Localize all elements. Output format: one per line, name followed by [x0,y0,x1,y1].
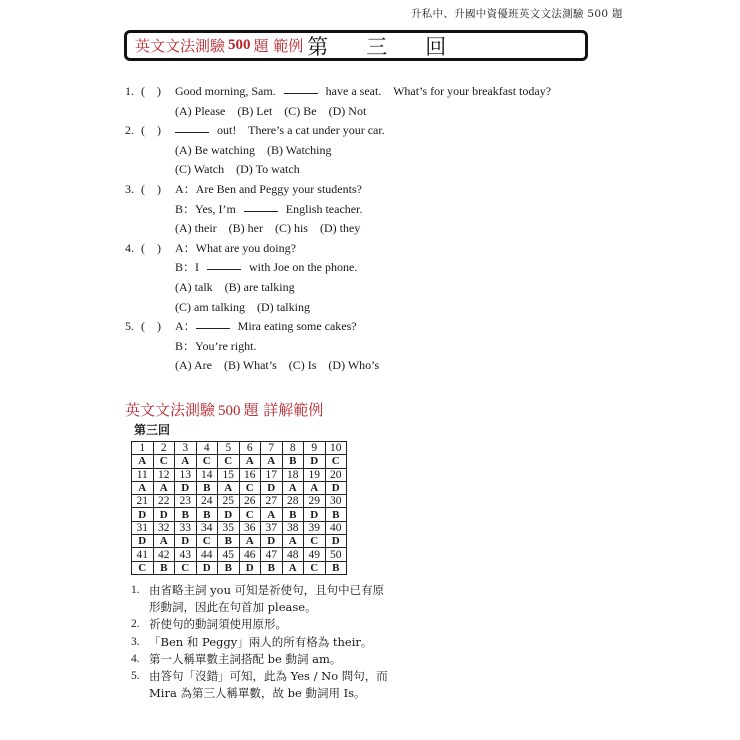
explanation-item [131,651,389,668]
explanation-item [131,616,389,633]
question-2-options-2 [125,160,551,180]
question-number-row [132,442,347,455]
explanation-number: 4. [131,652,140,665]
question-number-cell: 6 [239,442,261,455]
explanation-item [131,668,389,702]
answer-cell: D [325,481,347,494]
answer-cell: A [239,535,261,548]
answer-cell: C [218,455,240,468]
answer-letter-row [132,455,347,468]
title-suffix: 題 範例 [253,37,304,55]
question-number-cell: 5 [218,442,240,455]
question-number-cell: 28 [282,495,304,508]
answer-cell: C [196,455,218,468]
question-number-cell: 21 [132,495,154,508]
question-5 [125,317,551,337]
question-number-cell: 22 [153,495,175,508]
options: (A) talk (B) are talking [175,279,295,294]
question-4-options-2 [125,298,551,318]
question-4 [125,239,551,259]
answer-cell: C [325,455,347,468]
answer-cell: A [282,535,304,548]
question-3-options [125,219,551,239]
question-number-cell: 14 [196,468,218,481]
title-number: 500 [228,37,251,53]
answer-cell: A [132,481,154,494]
answer-cell: D [175,535,197,548]
question-number-cell: 29 [304,495,326,508]
question-number-cell: 20 [325,468,347,481]
answer-cell: D [218,508,240,521]
title-box [124,30,588,61]
question-number-cell: 45 [218,548,240,561]
question-number-cell: 43 [175,548,197,561]
question-number-cell: 13 [175,468,197,481]
question-number: 4. [125,240,134,255]
question-number-cell: 44 [196,548,218,561]
question-3-line-b [125,200,551,220]
explanation-number: 2. [131,618,140,631]
answer-cell: A [282,481,304,494]
running-header: 升私中、升國中資優班英文文法測驗 500 題 [411,8,623,20]
answer-cell: A [218,481,240,494]
answer-cell: A [153,481,175,494]
answer-cell: C [304,535,326,548]
answer-cell: A [153,535,175,548]
answer-cell: C [196,535,218,548]
dialog-line-b: B：Yes, I’m [175,201,236,216]
answer-cell: B [282,455,304,468]
explanation-text: 祈使句的動詞須使用原形。 [149,617,287,632]
answer-cell: D [132,535,154,548]
blank [196,317,230,329]
question-2-options [125,141,551,161]
question-number-cell: 3 [175,442,197,455]
options: (A) Be watching (B) Watching [175,142,332,157]
answer-cell: B [175,508,197,521]
question-number-cell: 16 [239,468,261,481]
explanation-number: 3. [131,635,140,648]
answer-cell: D [304,508,326,521]
question-number-cell: 12 [153,468,175,481]
question-stem-after: out! There’s a cat under your car. [217,123,385,138]
answer-letter-row [132,535,347,548]
explanation-item [131,582,389,616]
question-number-cell: 15 [218,468,240,481]
options: (A) Are (B) What’s (C) Is (D) Who’s [175,358,380,373]
answer-key-table [131,441,347,575]
answer-cell: B [218,535,240,548]
question-number-cell: 19 [304,468,326,481]
answer-cell: C [239,481,261,494]
answer-cell: C [153,455,175,468]
question-number-cell: 7 [261,442,283,455]
question-number-cell: 38 [282,521,304,534]
answers-subtitle: 第三回 [134,423,171,437]
answer-letter-row [132,481,347,494]
question-number-cell: 9 [304,442,326,455]
answers-title-suffix: 題 詳解範例 [243,401,324,419]
options: (A) their (B) her (C) his (D) they [175,221,361,236]
answers-title-prefix: 英文文法測驗 [125,401,216,419]
question-number-cell: 2 [153,442,175,455]
explanation-text: 第一人稱單數主詞搭配 be 動詞 am。 [149,651,342,666]
question-number-cell: 25 [218,495,240,508]
question-number-row [132,548,347,561]
answer-letter-row [132,508,347,521]
question-number-cell: 31 [132,521,154,534]
answer-cell: B [325,561,347,574]
answer-cell: D [239,561,261,574]
question-number: 3. [125,181,134,196]
answer-cell: B [153,561,175,574]
answer-cell: D [325,535,347,548]
answer-cell: C [132,561,154,574]
dialog-line-a: A：What are you doing? [175,240,296,255]
question-number: 1. [125,84,134,98]
answer-cell: D [153,508,175,521]
answers-title [125,399,323,420]
question-number-cell: 33 [175,521,197,534]
question-number-cell: 11 [132,468,154,481]
answer-cell: A [304,481,326,494]
answer-paren: ( ) [141,319,161,334]
title-round-2: 三 [366,34,388,59]
question-number-cell: 35 [218,521,240,534]
answer-paren: ( ) [141,240,161,255]
question-number-cell: 32 [153,521,175,534]
title-prefix: 英文文法測驗 [135,37,226,55]
answer-cell: C [239,508,261,521]
answer-cell: D [261,535,283,548]
dialog-line-b-after: English teacher. [285,201,363,216]
question-number: 5. [125,319,134,334]
question-4-line-b [125,258,551,278]
blank [284,82,318,94]
question-2 [125,121,551,141]
explanation-list [131,582,389,702]
question-1 [125,82,551,102]
question-stem-after: have a seat. What’s for your breakfast today? [325,84,552,98]
blank [175,121,209,133]
question-number-cell: 8 [282,442,304,455]
explanation-text: 由省略主詞 you 可知是祈使句，且句中已有原形動詞，因此在句首加 please。 [149,583,385,615]
question-number-cell: 30 [325,495,347,508]
question-number-cell: 49 [304,548,326,561]
answer-cell: B [196,508,218,521]
question-number-cell: 42 [153,548,175,561]
question-number-row [132,495,347,508]
answer-cell: D [304,455,326,468]
question-number-row [132,468,347,481]
answers-title-number: 500 [218,403,241,419]
title-round-1: 第 [307,34,329,59]
answer-cell: C [304,561,326,574]
question-number-cell: 1 [132,442,154,455]
question-list [125,82,551,376]
question-number-cell: 46 [239,548,261,561]
answer-cell: B [282,508,304,521]
question-1-options [125,102,551,122]
dialog-line-a: A： [175,319,196,334]
answer-cell: A [282,561,304,574]
answer-cell: B [196,481,218,494]
question-number-cell: 27 [261,495,283,508]
question-number-cell: 37 [261,521,283,534]
question-5-options [125,356,551,376]
question-number-cell: 26 [239,495,261,508]
explanation-text: 由答句「沒錯」可知，此為 Yes / No 問句，而 Mira 為第三人稱單數，故 be 動詞用 Is。 [149,669,388,701]
options: (C) am talking (D) talking [175,299,310,314]
answer-cell: D [132,508,154,521]
dialog-line-a: A：Are Ben and Peggy your students? [175,181,362,196]
answer-cell: A [261,508,283,521]
question-number-cell: 36 [239,521,261,534]
blank [207,258,241,270]
question-number-cell: 23 [175,495,197,508]
explanation-item [131,634,389,651]
question-number-cell: 24 [196,495,218,508]
question-number-cell: 10 [325,442,347,455]
answer-cell: B [325,508,347,521]
dialog-line-b-after: with Joe on the phone. [249,260,358,275]
blank [244,200,278,212]
answer-cell: D [175,481,197,494]
answer-cell: C [175,561,197,574]
explanation-number: 1. [131,584,140,596]
answer-paren: ( ) [141,123,161,138]
question-number-cell: 39 [304,521,326,534]
question-number-row [132,521,347,534]
question-5-line-b [125,337,551,357]
question-number: 2. [125,123,134,138]
explanation-number: 5. [131,670,140,683]
title-round-3: 回 [425,34,447,59]
question-3 [125,180,551,200]
answer-cell: A [261,455,283,468]
answer-cell: B [261,561,283,574]
dialog-line-b: B：You’re right. [175,338,257,353]
answer-cell: A [175,455,197,468]
answer-cell: B [218,561,240,574]
answer-paren: ( ) [141,84,161,98]
answer-cell: A [132,455,154,468]
question-number-cell: 34 [196,521,218,534]
question-number-cell: 18 [282,468,304,481]
answer-letter-row [132,561,347,574]
question-number-cell: 17 [261,468,283,481]
question-stem: Good morning, Sam. [175,84,276,98]
answer-cell: A [239,455,261,468]
explanation-text: 「Ben 和 Peggy」兩人的所有格為 their。 [149,634,373,649]
answer-cell: D [196,561,218,574]
question-number-cell: 48 [282,548,304,561]
question-number-cell: 41 [132,548,154,561]
question-number-cell: 4 [196,442,218,455]
options: (C) Watch (D) To watch [175,162,300,177]
question-number-cell: 50 [325,548,347,561]
dialog-line-a-after: Mira eating some cakes? [237,319,357,334]
answer-cell: D [261,481,283,494]
question-number-cell: 47 [261,548,283,561]
question-4-options [125,278,551,298]
options: (A) Please (B) Let (C) Be (D) Not [175,103,367,118]
answer-paren: ( ) [141,181,161,196]
question-number-cell: 40 [325,521,347,534]
dialog-line-b: B：I [175,260,200,275]
